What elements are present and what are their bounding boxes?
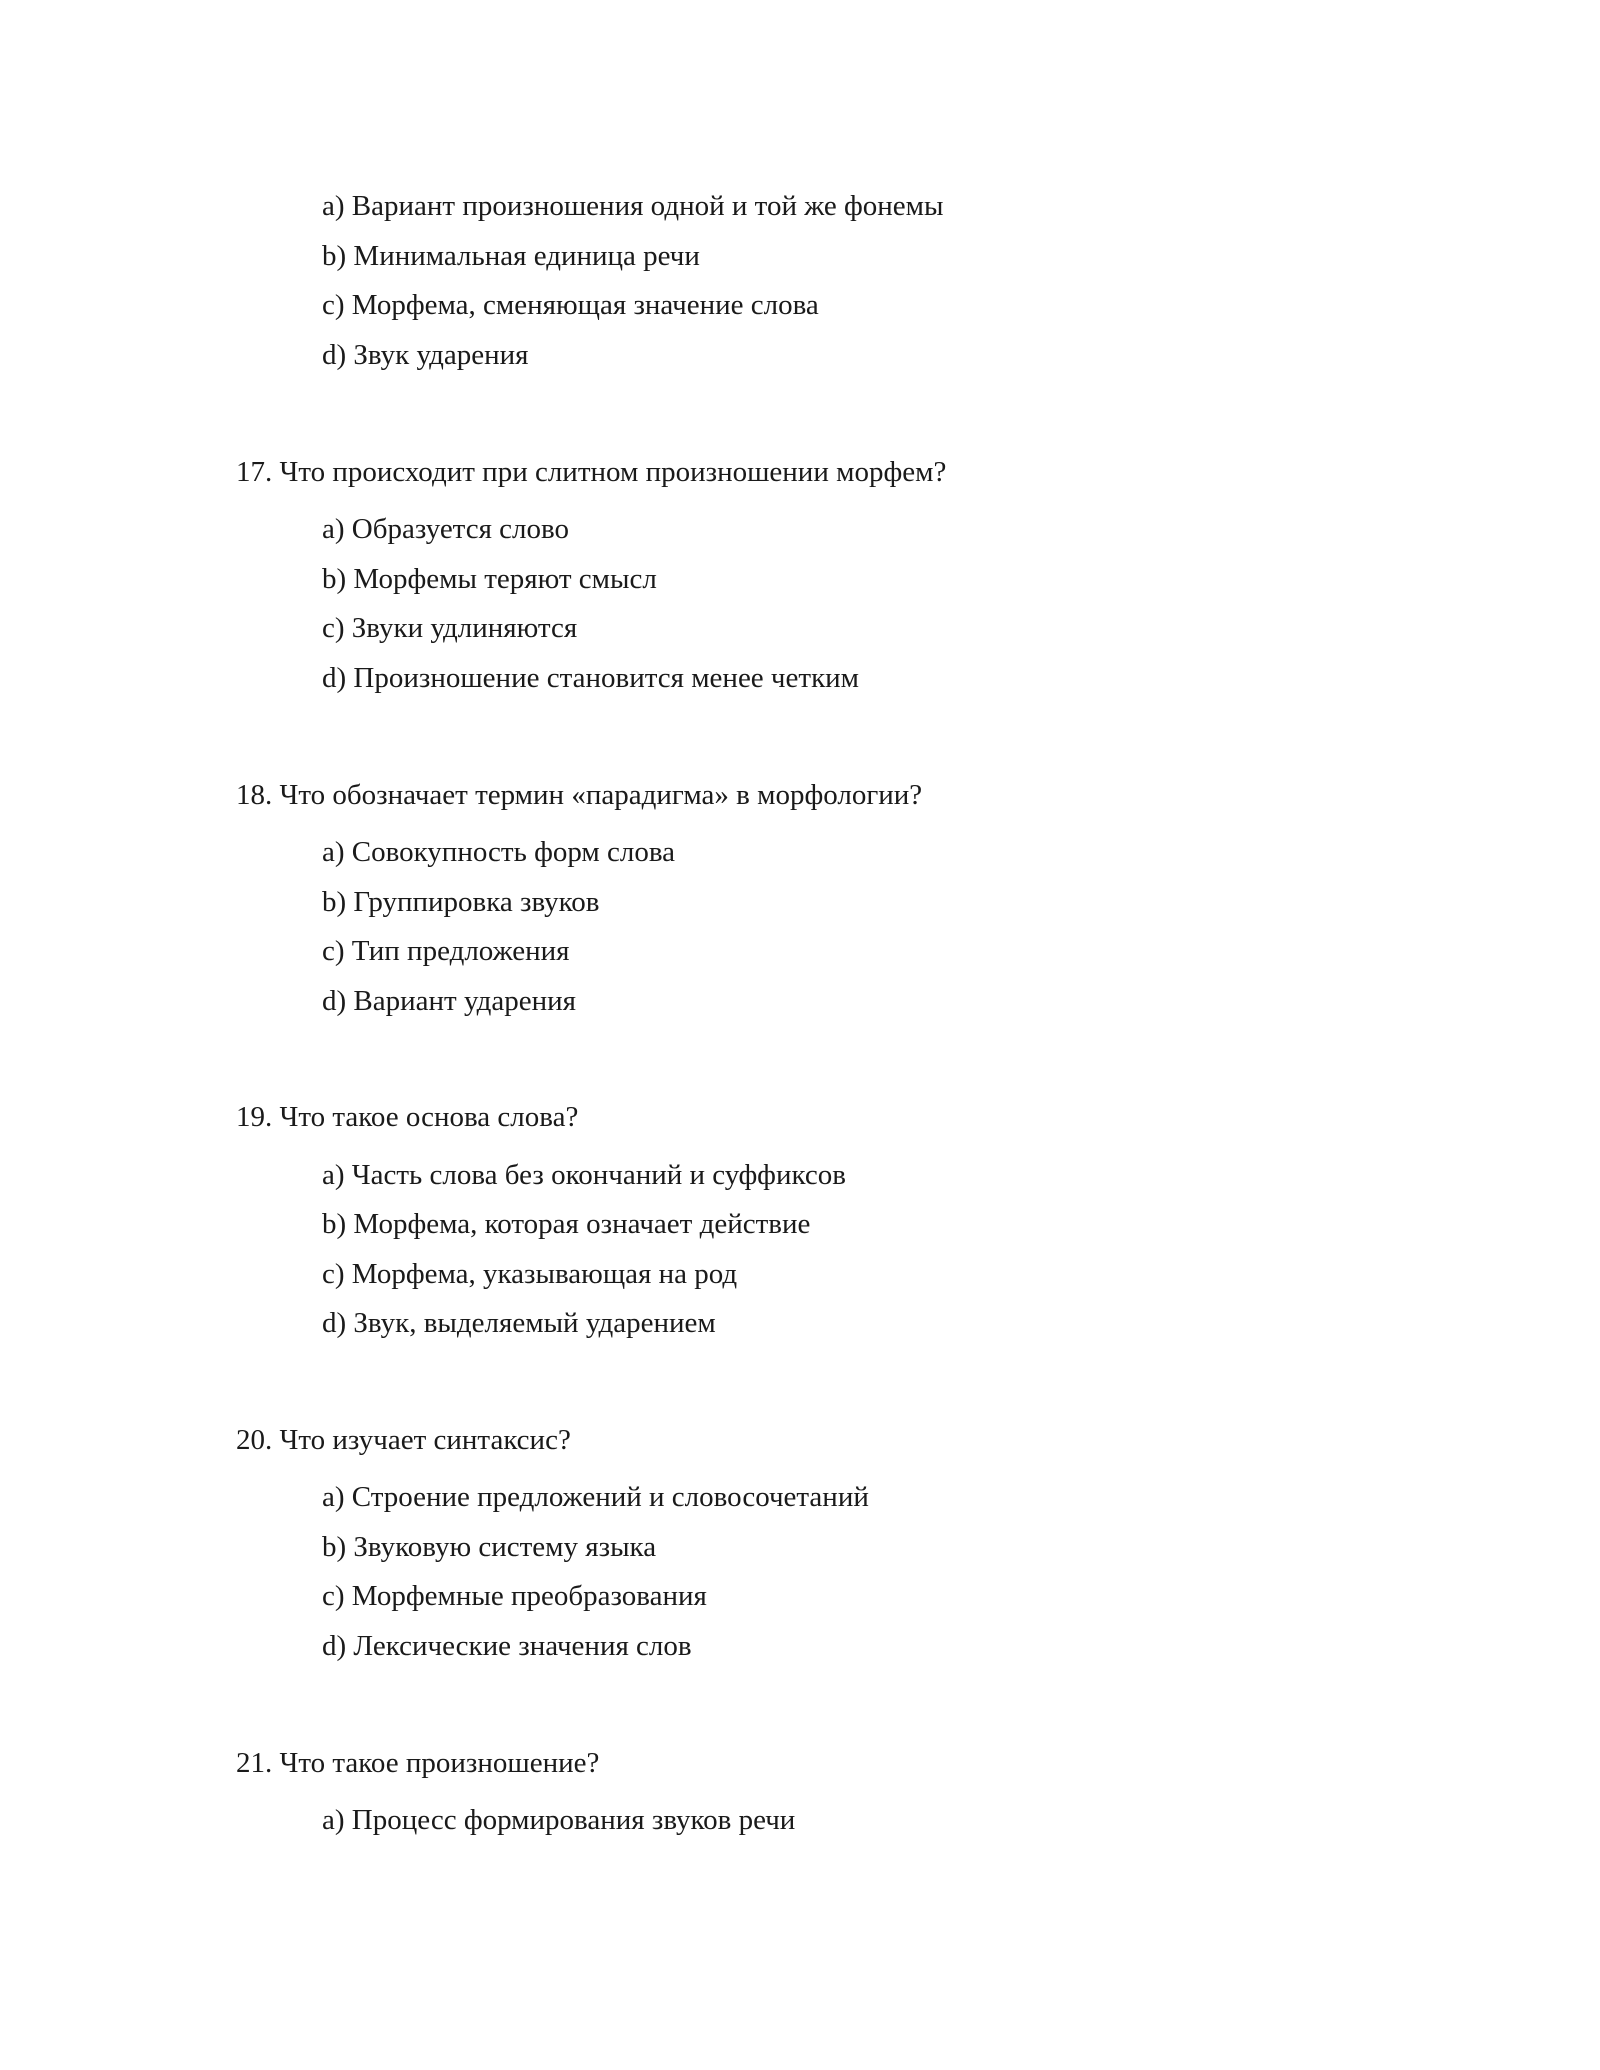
answer-option: a) Строение предложений и словосочетаний <box>322 1481 869 1513</box>
answer-option: d) Звук ударения <box>322 339 529 371</box>
answer-option: c) Морфемные преобразования <box>322 1580 707 1612</box>
answer-option: d) Вариант ударения <box>322 985 577 1017</box>
answer-option: b) Минимальная единица речи <box>322 240 700 272</box>
answer-option: c) Морфема, сменяющая значение слова <box>322 289 819 321</box>
answer-option: a) Часть слова без окончаний и суффиксов <box>322 1159 846 1191</box>
answer-option: a) Вариант произношения одной и той же фонемы <box>322 190 944 222</box>
question-title: 21. Что такое произношение? <box>236 1747 600 1779</box>
answer-option: b) Группировка звуков <box>322 886 600 918</box>
question-title: 20. Что изучает синтаксис? <box>236 1424 571 1456</box>
question-title: 18. Что обозначает термин «парадигма» в морфологии? <box>236 779 923 811</box>
answer-option: c) Морфема, указывающая на род <box>322 1258 738 1290</box>
answer-option: a) Процесс формирования звуков речи <box>322 1804 796 1836</box>
answer-option: d) Произношение становится менее четким <box>322 662 860 694</box>
answer-option: a) Совокупность форм слова <box>322 836 676 868</box>
answer-option: d) Лексические значения слов <box>322 1630 692 1662</box>
answer-option: c) Звуки удлиняются <box>322 612 578 644</box>
answer-option: b) Морфемы теряют смысл <box>322 563 657 595</box>
answer-option: c) Тип предложения <box>322 935 570 967</box>
question-title: 17. Что происходит при слитном произношении морфем? <box>236 456 947 488</box>
answer-option: d) Звук, выделяемый ударением <box>322 1307 716 1339</box>
answer-option: a) Образуется слово <box>322 513 570 545</box>
answer-option: b) Звуковую систему языка <box>322 1531 657 1563</box>
answer-option: b) Морфема, которая означает действие <box>322 1208 811 1240</box>
question-title: 19. Что такое основа слова? <box>236 1101 579 1133</box>
